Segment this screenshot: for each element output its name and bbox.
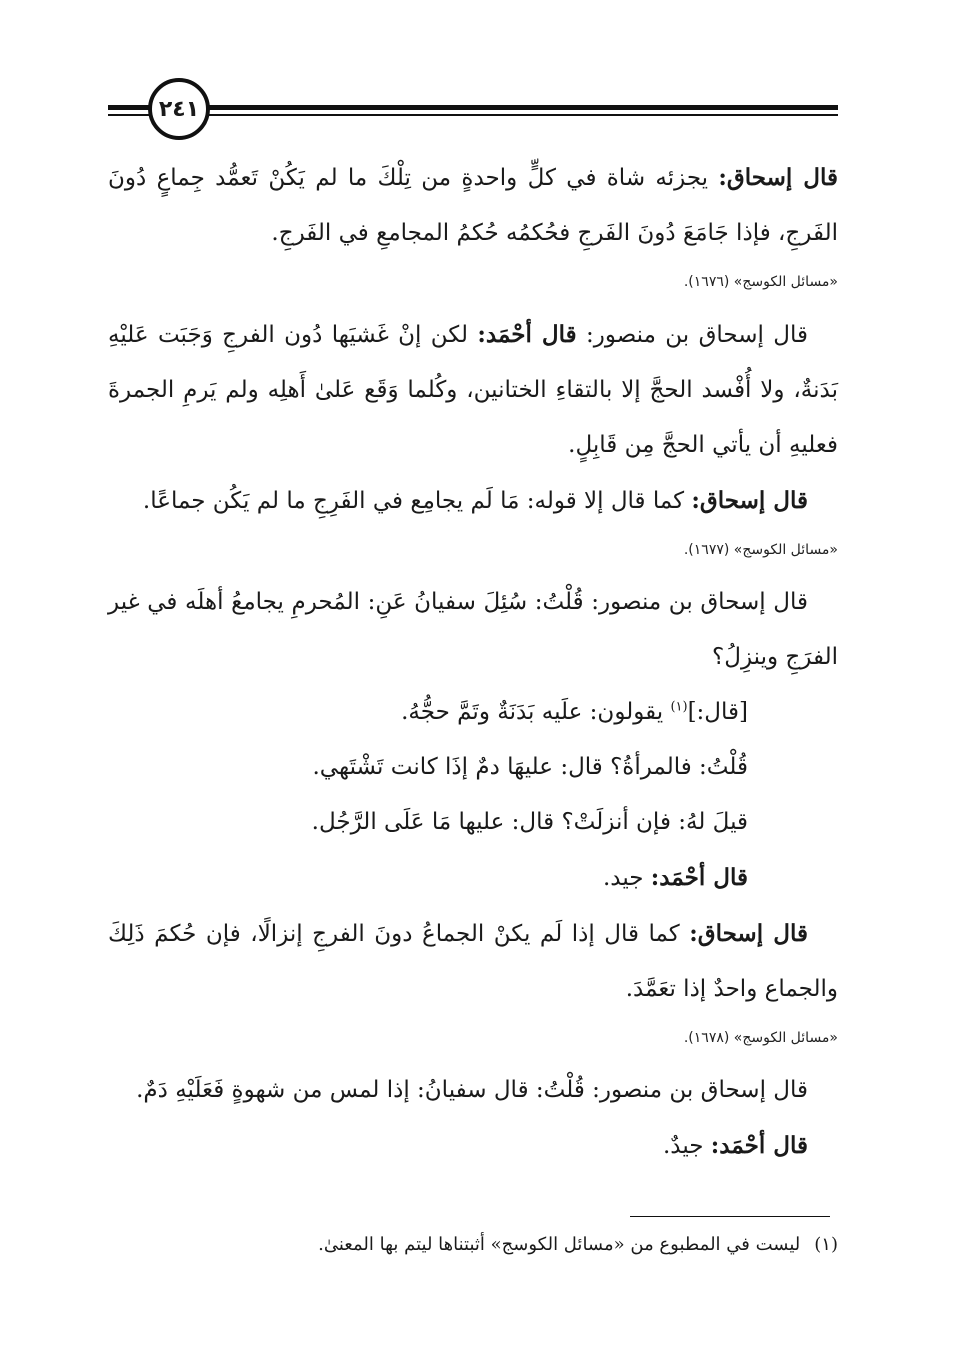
paragraph: قال إسحاق بن منصور: قُلْتُ: قال سفيانُ: إذا لمس من شهوةٍ فَعَلَيْهِ دَمٌ. — [136, 1077, 808, 1103]
dialog-text: يقولون: علَيه بَدَنَةٌ وتَمَّ حجُّهُ. — [401, 699, 671, 725]
dialog-line — [108, 850, 838, 906]
paragraph — [108, 307, 838, 473]
paragraph-text: كما قال إذا لَم يكنْ الجماعُ دونَ الفرجِ إنزالًا، فإن حُكمَ ذَلِكَ والجماع واحدٌ إذا تعَمَّدَ. — [108, 921, 838, 1002]
paragraph-text: يجزئه شاة في كلٍّ واحدةٍ من تِلْكَ ما لم يَكُنْ تَعمُّد جِماعٍ دُونَ الفَرجِ، فإذا جَامَعَ دُونَ الفَرجِ فحُكمُه حُكمُ المجامعِ في الفَرجِ. — [108, 165, 838, 246]
dialog-line — [108, 685, 838, 740]
footnote-marker: (١) — [670, 699, 688, 715]
dialog-line: قُلْتُ: فالمرأةُ؟ قال: عليهَا دمٌ إذَا كانت تَشْتَهي. — [312, 754, 748, 780]
speaker-label: قال أحْمَد: — [650, 864, 748, 891]
dialog-line: قيلَ لهُ: فإن أنزلَتْ؟ قال: عليها مَا عَلَى الرَّجُل. — [311, 809, 748, 835]
speaker-label: قال إسحاق: — [689, 920, 809, 947]
page-body — [108, 150, 838, 1174]
paragraph — [108, 150, 838, 261]
paragraph-text: كما قال إلا قوله: مَا لَم يجامِع في الفَرِجِ ما لم يَكُن جماعًا. — [142, 488, 692, 514]
header-rule-thick — [108, 105, 838, 110]
footnote — [108, 1230, 838, 1260]
footnote-text: ليست في المطبوع من «مسائل الكوسج» أثبتناها ليتم بها المعنىٰ. — [318, 1234, 801, 1255]
source-citation: «مسائل الكوسج» (١٦٧٨). — [683, 1030, 838, 1046]
paragraph-text: لكن إنْ غَشيَها دُون الفرجِ وَجَبَت عَليْهِ بَدَنةٌ، ولا أُفْسد الحجَّ إلا بالتقاءِ الختانين، وكُلما وَقَع عَلىٰ أَهلِه ولم يَرمِ الجمرةَ فعليهِ أن يأتي الحجَّ مِن قَابِلٍ. — [108, 322, 838, 458]
source-citation: «مسائل الكوسج» (١٦٧٧). — [683, 542, 838, 558]
speaker-label: قال أحْمَد: — [710, 1132, 808, 1159]
header-rule-thin — [108, 114, 838, 116]
paragraph — [108, 906, 838, 1017]
paragraph-text: قال إسحاق بن منصور: — [576, 322, 809, 348]
paragraph-text: جيدٌ. — [662, 1133, 711, 1159]
speaker-label: قال إسحاق: — [691, 487, 808, 514]
source-citation: «مسائل الكوسج» (١٦٧٦). — [683, 274, 838, 290]
paragraph — [108, 1118, 838, 1174]
speaker-label: قال إسحاق: — [718, 164, 839, 191]
page-header — [108, 72, 838, 152]
dialog-bracket: [قال:] — [687, 699, 748, 725]
dialog-text: جيد. — [602, 865, 651, 891]
speaker-label: قال أحْمَد: — [477, 321, 577, 348]
page-number: ٢٤١ — [148, 78, 210, 140]
footnote-divider — [630, 1216, 830, 1217]
paragraph — [108, 473, 838, 529]
footnote-number: (١) — [814, 1234, 838, 1255]
paragraph: قال إسحاق بن منصور: قُلْتُ: سُئِلَ سفيانُ عَنِ: المُحرمِ يجامعُ أهلَه في غير الفرَجِ وينزِلُ؟ — [108, 589, 838, 670]
